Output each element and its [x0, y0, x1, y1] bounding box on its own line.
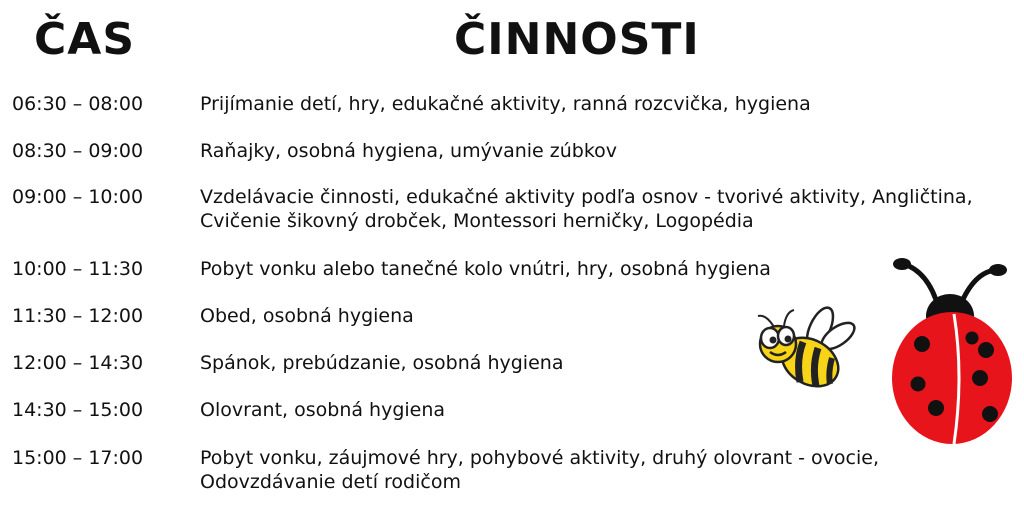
schedule-activity: Pobyt vonku, záujmové hry, pohybové aktivity, druhý olovrant - ovocie, Odovzdávanie detí rodičom — [200, 447, 880, 493]
schedule-time: 06:30 – 08:00 — [12, 93, 144, 115]
schedule-activity: Obed, osobná hygiena — [200, 305, 414, 327]
ladybug-icon — [880, 252, 1020, 452]
time-column-heading: ČAS — [34, 14, 136, 65]
schedule-time: 15:00 – 17:00 — [12, 447, 144, 469]
schedule-activity: Vzdelávacie činnosti, edukačné aktivity podľa osnov - tvorivé aktivity, Angličtina, Cvičenie šikovný drobček, Montessori herničky, Logopédia — [200, 186, 973, 232]
schedule-activity: Raňajky, osobná hygiena, umývanie zúbkov — [200, 140, 618, 162]
schedule-time: 09:00 – 10:00 — [12, 186, 144, 208]
schedule-activity: Spánok, prebúdzanie, osobná hygiena — [200, 352, 564, 374]
schedule-activity: Prijímanie detí, hry, edukačné aktivity, ranná rozcvička, hygiena — [200, 93, 811, 115]
schedule-time: 10:00 – 11:30 — [12, 258, 144, 280]
schedule-activity: Pobyt vonku alebo tanečné kolo vnútri, hry, osobná hygiena — [200, 258, 771, 280]
schedule-activity: Olovrant, osobná hygiena — [200, 399, 446, 421]
schedule-time: 14:30 – 15:00 — [12, 399, 144, 421]
activities-column-heading: ČINNOSTI — [454, 14, 700, 65]
schedule-time: 11:30 – 12:00 — [12, 305, 144, 327]
schedule-time: 08:30 – 09:00 — [12, 140, 144, 162]
schedule-time: 12:00 – 14:30 — [12, 352, 144, 374]
bee-icon — [748, 300, 858, 400]
